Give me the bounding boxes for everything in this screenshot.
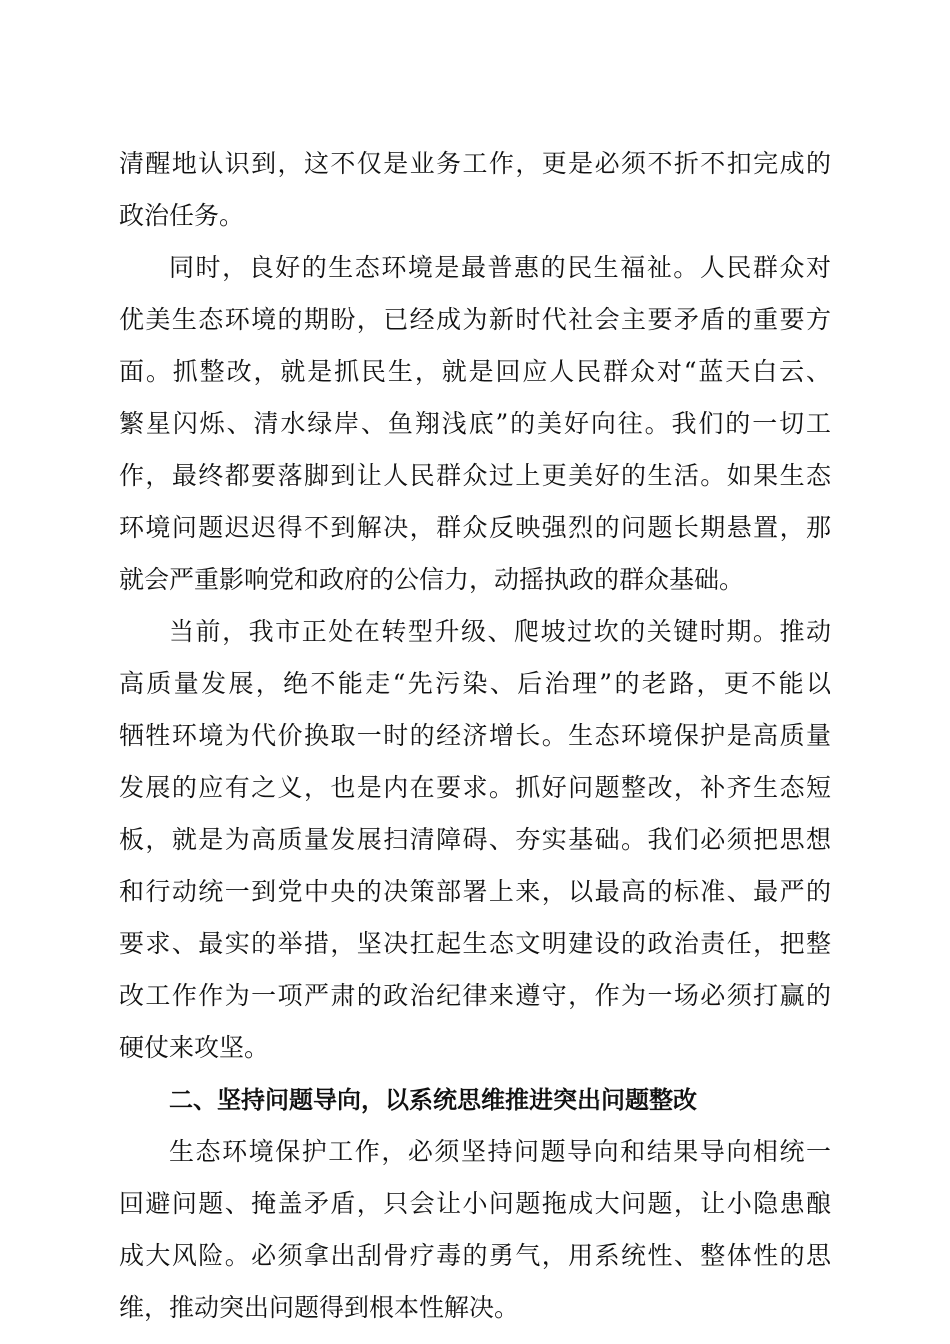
text-line: 生态环境保护工作，必须坚持问题导向和结果导向相统一 <box>169 1137 831 1166</box>
text-line: 当前，我市正处在转型升级、爬坡过坎的关键时期。推动 <box>169 617 831 646</box>
text-line: 作，最终都要落脚到让人民群众过上更美好的生活。如果生态 <box>119 461 831 490</box>
text-line: 政治任务。 <box>119 201 245 230</box>
text-line: 就会严重影响党和政府的公信力，动摇执政的群众基础。 <box>119 565 745 594</box>
paragraph <box>119 242 831 606</box>
text-line: 高质量发展，绝不能走“先污染、后治理”的老路，更不能以 <box>119 669 831 698</box>
text-line: 发展的应有之义，也是内在要求。抓好问题整改，补齐生态短 <box>119 773 831 802</box>
text-line: 硬仗来攻坚。 <box>119 1033 270 1062</box>
text-line: 清醒地认识到，这不仅是业务工作，更是必须不折不扣完成的 <box>119 149 831 178</box>
text-line: 同时，良好的生态环境是最普惠的民生福祉。人民群众对 <box>169 253 831 282</box>
paragraph <box>119 1126 831 1334</box>
text-line: 牺牲环境为代价换取一时的经济增长。生态环境保护是高质量 <box>119 721 831 750</box>
document-body <box>119 138 831 1334</box>
text-line: 环境问题迟迟得不到解决，群众反映强烈的问题长期悬置，那 <box>119 513 831 542</box>
text-line: 繁星闪烁、清水绿岸、鱼翔浅底”的美好向往。我们的一切工 <box>119 409 831 438</box>
text-line: 板，就是为高质量发展扫清障碍、夯实基础。我们必须把思想 <box>119 825 831 854</box>
text-line: 改工作作为一项严肃的政治纪律来遵守，作为一场必须打赢的 <box>119 981 831 1010</box>
section-heading: 二、坚持问题导向，以系统思维推进突出问题整改 <box>169 1086 697 1114</box>
text-line: 和行动统一到党中央的决策部署上来，以最高的标准、最严的 <box>119 877 831 906</box>
paragraph <box>119 606 831 1074</box>
text-line: 回避问题、掩盖矛盾，只会让小问题拖成大问题，让小隐患酿 <box>119 1189 831 1218</box>
text-line: 面。抓整改，就是抓民生，就是回应人民群众对“蓝天白云、 <box>119 357 831 386</box>
text-line: 成大风险。必须拿出刮骨疗毒的勇气，用系统性、整体性的思 <box>119 1241 831 1270</box>
paragraph <box>119 138 831 242</box>
text-line: 优美生态环境的期盼，已经成为新时代社会主要矛盾的重要方 <box>119 305 831 334</box>
text-line: 维，推动突出问题得到根本性解决。 <box>119 1293 520 1322</box>
text-line: 要求、最实的举措，坚决扛起生态文明建设的政治责任，把整 <box>119 929 831 958</box>
